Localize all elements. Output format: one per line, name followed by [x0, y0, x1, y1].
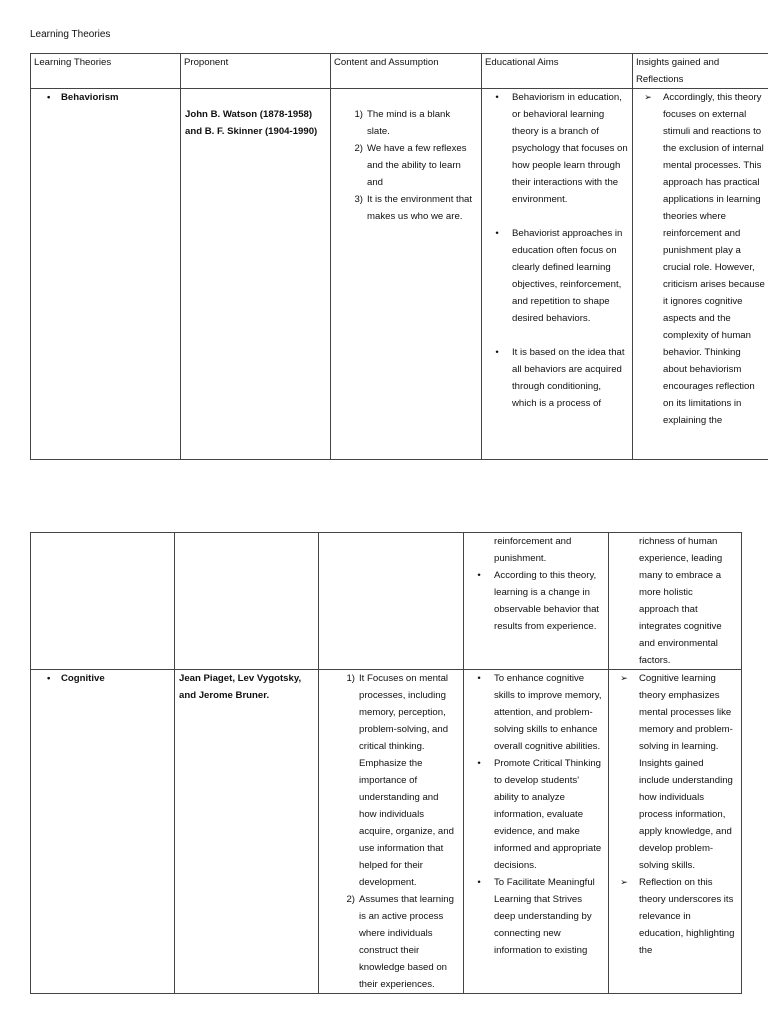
aims-cell	[464, 670, 609, 994]
proponent-cell	[181, 89, 331, 460]
theory-name-cell	[31, 533, 175, 670]
header-insights: Insights gained and Reflections	[633, 54, 768, 89]
theory-name: Cognitive	[61, 673, 105, 684]
insights-cell	[633, 89, 768, 460]
content-cell	[331, 89, 482, 460]
list-item: • Behaviorist approaches in education often focus on clearly defined learning objectives, reinforcement, and repetition to shape desired behaviors.	[495, 228, 623, 324]
insights-cell	[609, 670, 742, 994]
arrow-icon: ➢	[620, 673, 628, 683]
list-item: ➢ Accordingly, this theory focuses on external stimuli and reactions to the exclusion of internal mental processes. This approach has practical applications in learning theories where reinforcement and punishment play a crucial role. However, criticism arises because it ignores cognitive aspects and the complexity of human behavior. Thinking about behaviorism encourages reflection on its limitations in explaining the	[633, 89, 768, 429]
list-item: 1) The mind is a blank slate.	[354, 109, 451, 137]
list-item: 2) We have a few reflexes and the ability to learn and	[354, 143, 467, 188]
list-item: 3) It is the environment that makes us who we are.	[354, 194, 473, 222]
theory-name-cell	[31, 89, 181, 460]
aims-cell	[482, 89, 633, 460]
table-header-row	[31, 54, 768, 89]
aims-continuation: reinforcement and punishment.	[494, 536, 572, 564]
bullet-icon: •	[47, 673, 51, 684]
theories-table-page-1	[30, 53, 768, 460]
list-item: • According to this theory, learning is a change in observable behavior that results from experience.	[477, 570, 600, 632]
theories-table-page-2	[30, 532, 742, 994]
list-item: • Promote Critical Thinking to develop students' ability to analyze information, evaluate evidence, and make informed and appropriate decisions.	[477, 758, 602, 871]
aims-list	[482, 89, 632, 412]
content-list	[319, 670, 463, 993]
content-list	[331, 106, 481, 225]
aims-cell	[464, 533, 609, 670]
document-title: Learning Theories	[30, 29, 111, 40]
list-item: • Behaviorism in education, or behavioral learning theory is a branch of psychology that focuses on how people learn through their interactions with the environment.	[495, 92, 628, 205]
table-row-behaviorism	[31, 89, 768, 460]
header-educational-aims: Educational Aims	[482, 54, 633, 89]
list-item: • It is based on the idea that all behaviors are acquired through conditioning, which is a process of	[495, 347, 625, 409]
aims-list	[464, 670, 608, 959]
proponent-text: Jean Piaget, Lev Vygotsky, and Jerome Bruner.	[179, 673, 302, 701]
table-row-cognitive	[31, 670, 742, 994]
insights-continuation: richness of human experience, leading many to embrace a more holistic approach that integrates cognitive and environmental factors.	[639, 536, 723, 666]
list-item: ➢ Reflection on this theory underscores its relevance in education, highlighting the	[609, 874, 741, 959]
content-cell	[319, 670, 464, 994]
list-item: 1) It Focuses on mental processes, including memory, perception, problem-solving, and critical thinking. Emphasize the importance of understanding and how individuals acquire, organize, and use information that helped for their development.	[346, 673, 454, 888]
list-item: ➢ Cognitive learning theory emphasizes mental processes like memory and problem-solving in learning. Insights gained include understanding how individuals process information, apply knowledge, and develop problem-solving skills.	[609, 670, 741, 874]
content-cell	[319, 533, 464, 670]
table-row-behaviorism-continued	[31, 533, 742, 670]
theory-name: Behaviorism	[61, 92, 119, 103]
list-item: • To enhance cognitive skills to improve memory, attention, and problem-solving skills to enhance overall cognitive abilities.	[477, 673, 602, 752]
header-proponent: Proponent	[181, 54, 331, 89]
list-item: • To Facilitate Meaningful Learning that Strives deep understanding by connecting new information to existing	[477, 877, 595, 956]
bullet-icon: •	[47, 92, 51, 103]
header-learning-theories: Learning Theories	[31, 54, 181, 89]
proponent-cell	[175, 670, 319, 994]
proponent-cell	[175, 533, 319, 670]
arrow-icon: ➢	[644, 92, 652, 102]
insights-cell	[609, 533, 742, 670]
header-content-assumption: Content and Assumption	[331, 54, 482, 89]
proponent-text: John B. Watson (1878-1958) and B. F. Skinner (1904-1990)	[185, 109, 318, 137]
arrow-icon: ➢	[620, 877, 628, 887]
list-item: 2) Assumes that learning is an active process where individuals construct their knowledge based on their experiences.	[346, 894, 454, 990]
theory-name-cell	[31, 670, 175, 994]
